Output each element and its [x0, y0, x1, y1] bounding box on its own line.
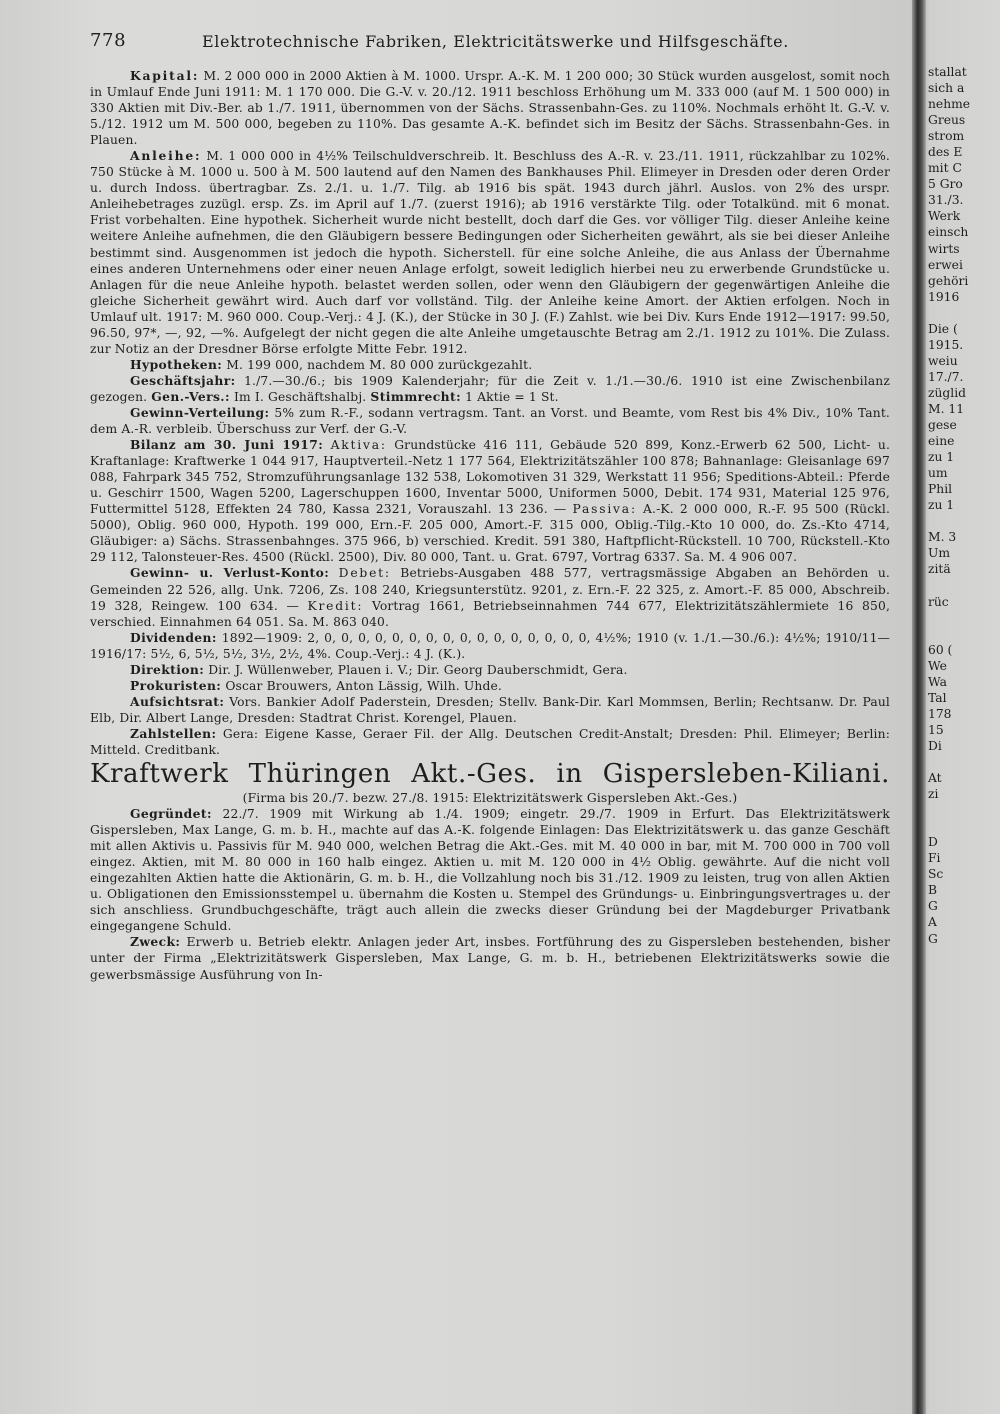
debet-text: Betriebs-Ausgaben 488 577, vertragsmässige Abgaben an Behörden u. Gemeinden 22 526, allg. Unk. 7206, Zs. 108 240, Kriegsunterstütz. 9201, z. Ern.-F. 22 325, z. Amort.-F. 85 000, Abschreib. 19 328, Reingew. 100 634. — [90, 566, 890, 613]
adjacent-page-line [928, 305, 1000, 321]
kapital-label: Kapital: [130, 68, 200, 83]
dividenden-text: 1892—1909: 2, 0, 0, 0, 0, 0, 0, 0, 0, 0, 0, 0, 0, 0, 0, 0, 0, 4½%; 1910 (v. 1./1.—30./6.): 4½%; 1910/11—1916/17: 5½, 6, 5½, 5½, 3½, 2½, 4%. Coup.-Verj.: 4 J. (K.). [90, 630, 890, 661]
anleihe-label: Anleihe: [130, 148, 202, 164]
debet-label: Debet: [338, 566, 391, 581]
adjacent-page-line: eine [928, 434, 955, 449]
main-column [90, 68, 890, 983]
company-title: Kraftwerk Thüringen Akt.-Ges. in Gispersleben-Kiliani. [90, 759, 890, 790]
zahlstellen-text: Gera: Eigene Kasse, Geraer Fil. der Allg. Deutschen Credit-Anstalt; Dresden: Phil. Elimeyer; Berlin: Mitteld. Creditbank. [90, 726, 891, 757]
adjacent-page-line [928, 802, 1000, 818]
gen-vers-label: Gen.-Vers.: [151, 388, 230, 404]
zweck-paragraph [90, 934, 890, 982]
dividenden-label: Dividenden: [130, 629, 217, 645]
adjacent-page-line [928, 513, 1000, 529]
adjacent-page-line: um [928, 466, 948, 481]
adjacent-page-line: M. 3 [928, 530, 957, 545]
adjacent-page-line: einsch [928, 225, 969, 240]
gegruendet-label: Gegründet: [130, 806, 212, 822]
adjacent-page-line: strom [928, 129, 965, 144]
direktion-text: Dir. J. Wüllenweber, Plauen i. V.; Dir. Georg Dauberschmidt, Gera. [208, 662, 628, 677]
adjacent-page-line: Fi [928, 851, 941, 866]
adjacent-page-line: zu 1 [928, 498, 955, 513]
adjacent-page-line: 60 ( [928, 642, 953, 657]
adjacent-page-line: D [928, 835, 938, 850]
aktiva-label: Aktiva: [330, 438, 387, 453]
page-number: 778 [90, 30, 127, 51]
adjacent-page-line: züglid [928, 385, 967, 400]
prokuristen-label: Prokuristen: [130, 677, 222, 693]
kapital-text: M. 2 000 000 in 2000 Aktien à M. 1000. Urspr. A.-K. M. 1 200 000; 30 Stück wurden ausgelost, somit noch in Umlauf Ende Juni 1911: M. 1 170 000. Die G.-V. v. 20./12. 1911 beschloss Erhöhung um M. 333 000 (auf M. 1 500 000) in 330 Aktien mit Div.-Ber. ab 1./7. 1911, übernommen von der Sächs. Strassenbahn-Ges. zu 110%. Nochmals erhöht lt. G.-V. v. 5./12. 1912 um M. 500 000, begeben zu 110%. Das gesamte A.-K. befindet sich im Besitz der Sächs. Strassenbahn-Ges. in Plauen. [90, 69, 890, 148]
stimmrecht-text: 1 Aktie = 1 St. [465, 389, 559, 404]
adjacent-page-line: 5 Gro [928, 177, 963, 192]
kredit-label: Kredit: [307, 598, 364, 613]
adjacent-page-line [928, 610, 1000, 626]
adjacent-page-line: nehme [928, 97, 971, 112]
adjacent-page-line: G [928, 899, 938, 914]
adjacent-page-line: gehöri [928, 273, 969, 288]
adjacent-page-strip [928, 64, 1000, 1414]
zweck-text: Erwerb u. Betrieb elektr. Anlagen jeder Art, insbes. Fortführung des zu Gispersleben bestehenden, bisher unter der Firma „Elektrizitätswerk Gispersleben, Max Lange, G. m. b. H., betriebenen Elektrizitätswerks sowie die gewerbsmässige Ausführung von In- [90, 935, 890, 982]
adjacent-page-line: 15 [928, 722, 944, 737]
adjacent-page-line: Greus [928, 113, 966, 128]
adjacent-page-line: 31./3. [928, 193, 964, 208]
zweck-label: Zweck: [130, 934, 181, 950]
aufsichtsrat-text: Vors. Bankier Adolf Paderstein, Dresden; Stellv. Bank-Dir. Karl Mommsen, Berlin; Rechtsanw. Dr. Paul Elb, Dir. Albert Lange, Dresden: Stadtrat Christ. Korengel, Plauen. [90, 694, 891, 725]
zahlstellen-paragraph [90, 726, 890, 758]
adjacent-page-line [928, 578, 1000, 594]
adjacent-page-line: Sc [928, 867, 944, 882]
gewinn-verlust-label: Gewinn- u. Verlust-Konto: [130, 565, 330, 581]
adjacent-page-line: Tal [928, 690, 947, 705]
adjacent-page-line: Phil [928, 482, 953, 497]
gewinn-verlust-paragraph [90, 565, 890, 629]
adjacent-page-line: We [928, 658, 947, 673]
gewinn-verteilung-label: Gewinn-Verteilung: [130, 404, 270, 420]
adjacent-page-line: A [928, 915, 937, 930]
passiva-label: Passiva: [572, 502, 637, 517]
adjacent-page-line: At [928, 771, 942, 786]
adjacent-page-line: zi [928, 787, 939, 802]
running-title: Elektrotechnische Fabriken, Elektricitätswerke und Hilfsgeschäfte. [202, 32, 789, 51]
aufsichtsrat-paragraph [90, 694, 890, 726]
kapital-paragraph [90, 68, 890, 148]
gegruendet-text: 22./7. 1909 mit Wirkung ab 1./4. 1909; eingetr. 29./7. 1909 in Erfurt. Das Elektrizitätswerk Gispersleben, Max Lange, G. m. b. H., machte auf das A.-K. folgende Einlagen: Das Elektrizitätswerk u. das ganze Geschäft mit allen Aktivis u. Passivis für M. 940 000, welchen Betrag die Akt.-Ges. mit M. 40 000 in bar, mit M. 700 000 in 700 voll eingez. Aktien, mit M. 80 000 in 160 halb eingez. Aktien u. mit M. 120 000 in 4½ Oblig. gewährte. Auf die nicht voll eingezahlten Aktien hatte die Aktionärin, G. m. b. H., die Vollzahlung noch bis 31./12. 1909 zu leisten, trug von allen Aktien u. Obligationen den Emissionsstempel u. übernahm die Kosten u. Stempel des Gründungs- u. Einbringungsvertrages u. der sich anschliess. Grundbuchgeschäfte, trägt auch allein die zwecks dieser Gründung bei der Magdeburger Privatbank eingegangene Schuld. [90, 807, 890, 934]
dividenden-paragraph [90, 630, 890, 662]
adjacent-page-line: zitä [928, 562, 951, 577]
direktion-label: Direktion: [130, 661, 205, 677]
adjacent-page-line: sich a [928, 81, 965, 96]
adjacent-page-line: Werk [928, 209, 961, 224]
adjacent-page-line: erwei [928, 257, 963, 272]
hypotheken-paragraph [90, 357, 890, 373]
bilanz-paragraph [90, 437, 890, 565]
adjacent-page-line: M. 11 [928, 401, 965, 416]
gewinn-verteilung-paragraph [90, 405, 890, 437]
adjacent-page-line: gese [928, 418, 957, 433]
adjacent-page-line: G [928, 931, 938, 946]
geschaeftsjahr-label: Geschäftsjahr: [130, 372, 236, 388]
adjacent-page-line: 1916 [928, 289, 960, 304]
anleihe-paragraph [90, 148, 890, 357]
anleihe-text: M. 1 000 000 in 4½% Teilschuldverschreib. lt. Beschluss des A.-R. v. 23./11. 1911, rückzahlbar zu 102%. 750 Stücke à M. 1000 u. 500 à M. 500 lautend auf den Namen des Bankhauses Phil. Elimeyer in Dresden oder deren Order u. durch Indoss. übertragbar. Zs. 2./1. u. 1./7. Tilg. ab 1916 bis spät. 1943 durch jährl. Auslos. von 2% des urspr. Anleihebetrages zuzügl. ersp. Zs. im April auf 1./7. (zuerst 1916); ab 1916 verstärkte Tilg. oder Totalkünd. mit 6 monat. Frist vorbehalten. Eine hypothek. Sicherheit wurde nicht bestellt, doch darf die Ges. vor völliger Tilg. dieser Anleihe keine weitere Anleihe aufnehmen, die den Gläubigern bessere Bedingungen oder Sicherheiten gewährt, als sie bei dieser Anleihe bestimmt sind. Ausgenommen ist jedoch die hypoth. Sicherstell. für eine solche Anleihe, die aus Anlass der Übernahme eines anderen Unternehmens oder einer neuen Anlage erfolgt, soweit lediglich hierbei neu zu erwerbende Grundstücke u. Anlagen für die neue Anleihe hypoth. belastet werden sollen, oder wenn den Gläubigern der gegenwärtigen Anleihe die gleiche Sicherheit gewährt wird. Auch darf vor vollständ. Tilg. der Anleihe keine Amort. der Aktien erfolgen. Noch in Umlauf ult. 1917: M. 960 000. Coup.-Verj.: 4 J. (K.), der Stücke in 30 J. (F.) Zahlst. wie bei Div. Kurs Ende 1912—1917: 99.50, 96.50, 97*, —, 92, —%. Aufgelegt der nicht gegen die alte Anleihe umgetauschte Betrag am 2./1. 1912 zu 101%. Die Zulass. zur Notiz an der Dresdner Börse erfolgte Mitte Febr. 1912. [90, 149, 890, 356]
kredit-text: Vortrag 1661, Betriebseinnahmen 744 677, Elektrizitätszählermiete 16 850, verschied. Einnahmen 64 051. Sa. M. 863 040. [90, 598, 891, 629]
direktion-paragraph [90, 662, 890, 678]
stimmrecht-label: Stimmrecht: [370, 388, 462, 404]
adjacent-page-line: wirts [928, 241, 960, 256]
geschaeftsjahr-paragraph [90, 373, 890, 405]
adjacent-page-line: B [928, 883, 938, 898]
adjacent-page-line [928, 818, 1000, 834]
adjacent-page-line: weiu [928, 353, 958, 368]
prokuristen-paragraph [90, 678, 890, 694]
gegruendet-paragraph [90, 806, 890, 934]
adjacent-page-line: des E [928, 145, 963, 160]
adjacent-page-line: zu 1 [928, 450, 955, 465]
gewinn-verteilung-text: 5% zum R.-F., sodann vertragsm. Tant. an Vorst. und Beamte, vom Rest bis 4% Div., 10% Tant. dem A.-R. verbleib. Überschuss zur Verf. der G.-V. [90, 405, 890, 437]
hypotheken-label: Hypotheken: [130, 356, 223, 372]
adjacent-page-line: Die ( [928, 321, 958, 336]
adjacent-page-line: Um [928, 546, 951, 561]
book-gutter [912, 0, 926, 1414]
company-subtitle: (Firma bis 20./7. bezw. 27./8. 1915: Elektrizitätswerk Gispersleben Akt.-Ges.) [242, 791, 738, 806]
adjacent-page-line: mit C [928, 161, 962, 176]
passiva-text: A.-K. 2 000 000, R.-F. 95 500 (Rückl. 5000), Oblig. 960 000, Hypoth. 199 000, Ern.-F. 205 000, Amort.-F. 315 000, Oblig.-Tilg.-Kto 10 000, do. Zs.-Kto 4714, Gläubiger: a) Sächs. Strassenbahnges. 375 966, b) verschied. Kredit. 591 380, Haftpflicht-Rückstell. 10 700, Rückstell.-Kto 29 112, Talonsteuer-Res. 4500 (Rückl. 2500), Div. 80 000, Tant. u. Grat. 6797, Vortrag 6337. Sa. M. 4 906 007. [90, 502, 891, 565]
aktiva-text: Grundstücke 416 111, Gebäude 520 899, Konz.-Erwerb 62 500, Licht- u. Kraftanlage: Kraftwerke 1 044 917, Hauptverteil.-Netz 1 177 564, Elektrizitätszähler 100 878; Bahnanlage: Gleisanlage 697 088, Fahrpark 345 752, Stromzuführungsanlage 132 538, Lokomotiven 31 329, Werkstatt 11 956; Speditions-Abteil.: Pferde u. Geschirr 1500, Wagen 5200, Lagerschuppen 1600, Inventar 5000, Uniformen 5000, Debit. 174 931, Material 125 976, Futtermittel 5128, Effekten 24 780, Kassa 2321, Vorauszahl. 13 236. — [90, 438, 890, 517]
adjacent-page-line: stallat [928, 65, 967, 79]
zahlstellen-label: Zahlstellen: [130, 725, 217, 741]
adjacent-page-line [928, 626, 1000, 642]
hypotheken-text: M. 199 000, nachdem M. 80 000 zurückgezahlt. [226, 357, 533, 372]
adjacent-page-line: 17./7. [928, 369, 964, 384]
adjacent-page-line: 178 [928, 706, 952, 721]
gen-vers-text: Im I. Geschäftshalbj. [233, 389, 367, 404]
prokuristen-text: Oscar Brouwers, Anton Lässig, Wilh. Uhde. [225, 678, 502, 693]
geschaeftsjahr-text: 1./7.—30./6.; bis 1909 Kalenderjahr; für die Zeit v. 1./1.—30./6. 1910 ist eine Zwischenbilanz gezogen. [90, 373, 891, 404]
adjacent-page-line: Wa [928, 674, 947, 689]
adjacent-page-line: 1915. [928, 337, 964, 352]
aufsichtsrat-label: Aufsichtsrat: [130, 693, 225, 709]
adjacent-page-line: rüc [928, 594, 949, 609]
page-header [90, 30, 910, 56]
adjacent-page-line [928, 754, 1000, 770]
bilanz-label: Bilanz am 30. Juni 1917: [130, 437, 324, 453]
adjacent-page-line: Di [928, 738, 942, 753]
